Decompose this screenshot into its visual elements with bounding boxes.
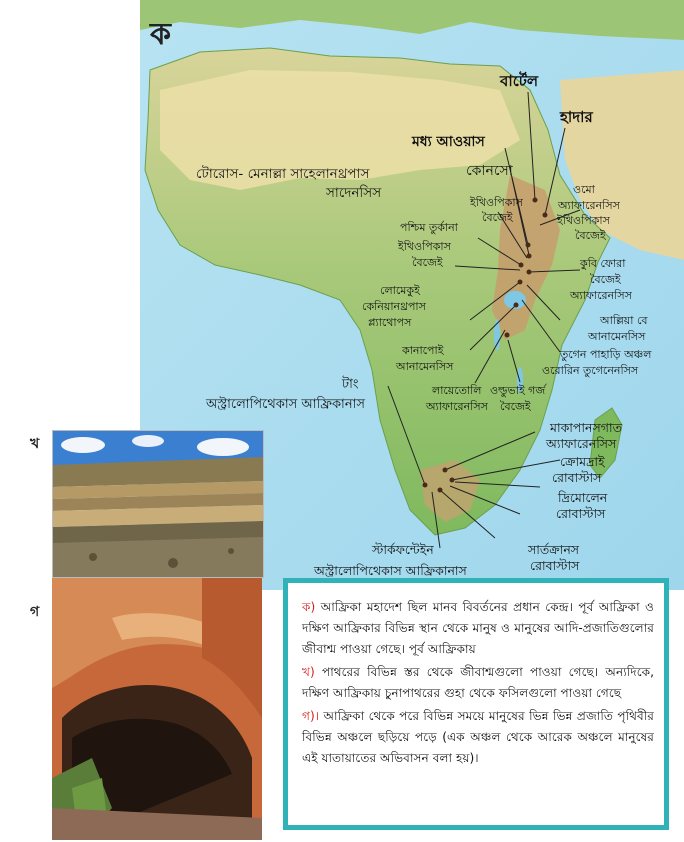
- label-drimolen-1: দ্রিমোলেন: [558, 490, 608, 505]
- site-dot: [423, 483, 428, 488]
- site-dot: [519, 263, 524, 268]
- site-dot: [438, 488, 443, 493]
- label-ethio1-1: ইথিওপিকাস: [470, 196, 523, 209]
- label-modhyo-awash: মধ্য আওয়াস: [412, 134, 485, 150]
- label-tugen-1: তুগেন পাহাড়ি অঞ্চল: [560, 348, 652, 361]
- site-dot: [518, 280, 523, 285]
- label-makapan-1: মাকাপানসগাত: [550, 420, 622, 435]
- description-box: [283, 578, 669, 830]
- site-dot: [505, 333, 510, 338]
- label-allia-2: আনামেনসিস: [588, 330, 646, 343]
- label-ethio2-1: ইথিওপিকাস: [398, 240, 451, 253]
- label-omo-4: বৈজেই: [575, 229, 606, 242]
- label-lomekwi-1: লোমেকুই: [380, 284, 420, 297]
- label-laetoli-2: অ্যাফারেনসিস: [426, 400, 488, 413]
- text-ga: আফ্রিকা থেকে পরে বিভিন্ন সময়ে মানুষের ভিন্ন ভিন্ন প্রজাতি পৃথিবীর বিভিন্ন অঞ্চলে ছড়িয়ে পড়ে (এক অঞ্চল থেকে আরেক অঞ্চলে মানুষের এই যাতায়াতের অভিবাসন বলা হয়)।: [302, 709, 654, 765]
- label-swartkrans-2: রোবাস্টাস: [530, 558, 580, 573]
- label-omo-3: ইথিওপিকাস: [557, 214, 610, 227]
- label-laetoli-1: লায়েতোলি: [432, 384, 482, 397]
- label-hadar: হাদার: [560, 108, 593, 126]
- panel-label-ka: ক: [150, 17, 171, 52]
- label-tugen-2: ওরোরিন তুগেনেনসিস: [542, 364, 639, 377]
- label-taung: টাং: [342, 377, 359, 392]
- site-dot: [527, 270, 532, 275]
- label-drimolen-2: রোবাস্টাস: [556, 506, 606, 521]
- paragraph-ga: [302, 706, 654, 769]
- label-sterkfontein: স্টার্কফন্টেইন: [372, 542, 434, 557]
- label-olduvai-2: বৈজেই: [500, 400, 531, 413]
- label-ethio2-2: বৈজেই: [412, 256, 443, 269]
- label-lomekwi-3: প্ল্যাথোপস: [368, 316, 412, 329]
- site-dot: [514, 303, 519, 308]
- label-kanapoi-2: আনামেনসিস: [396, 360, 454, 373]
- label-kromdrai-2: রোবাস্টাস: [552, 470, 602, 485]
- label-kanapoi-1: কানাপোই: [402, 344, 444, 357]
- site-dot: [450, 478, 455, 483]
- label-koobi-1: কুবি ফোরা: [580, 257, 626, 270]
- label-kromdrai-1: ক্রোমদ্রাই: [560, 454, 605, 469]
- label-koobi-3: অ্যাফারেনসিস: [570, 289, 632, 302]
- label-sadenesis: সাদেনসিস: [326, 185, 382, 201]
- marker-ga: গ)।: [302, 709, 320, 723]
- label-bartel: বার্টেল: [500, 72, 539, 90]
- text-ka: আফ্রিকা মহাদেশ ছিল মানব বিবর্তনের প্রধান কেন্দ্র। পূর্ব আফ্রিকা ও দক্ষিণ আফ্রিকার বিভিন্ন স্থান থেকে মানুষ ও মানুষের আদি-প্রজাতিগুলোর জীবাশ্ম পাওয়া গেছে। পূর্ব আফ্রিকায়: [302, 600, 654, 656]
- label-omo-1: ওমো: [573, 183, 595, 196]
- site-dot: [533, 198, 538, 203]
- label-omo-2: অ্যাফারেনসিস: [558, 199, 620, 212]
- label-allia-1: আল্লিয়া বে: [600, 314, 648, 327]
- site-dot: [443, 468, 448, 473]
- label-toros: টোরোস- মেনাল্লা সাহেলানথ্রপাস: [196, 166, 370, 182]
- label-africanus-2: অস্ট্রালোপিথেকাস আফ্রিকানাস: [314, 563, 467, 578]
- label-koobi-2: বৈজেই: [590, 273, 621, 286]
- panel-label-kha: খ: [30, 436, 40, 452]
- paragraph-ka: [302, 597, 654, 660]
- limestone-cave-photo: [52, 578, 262, 840]
- rock-strata-photo: [52, 430, 264, 578]
- site-dot: [543, 213, 548, 218]
- label-makapan-2: অ্যাফারেনসিস: [546, 436, 617, 451]
- panel-label-ga: গ: [30, 604, 40, 620]
- label-konso: কোনসো: [466, 163, 513, 179]
- paragraph-kha: [302, 662, 654, 704]
- label-swartkrans-1: সার্তক্রানস: [528, 542, 580, 557]
- text-kha: পাথরের বিভিন্ন স্তর থেকে জীবাশ্মগুলো পাওয়া গেছে। অন্যদিকে, দক্ষিণ আফ্রিকায় চুনাপাথরের গুহা থেকে ফসিলগুলো পাওয়া গেছে: [302, 665, 654, 700]
- site-dot: [526, 243, 531, 248]
- marker-ka: ক): [302, 600, 316, 614]
- label-olduvai-1: ওল্ডুভাই গর্জ: [490, 384, 546, 397]
- label-africanus-1: অস্ট্রালোপিথেকাস আফ্রিকানাস: [206, 397, 365, 412]
- marker-kha: খ): [302, 665, 315, 679]
- label-lomekwi-2: কেনিয়ানথ্রপাস: [362, 300, 426, 313]
- label-west-turkana: পশ্চিম তুর্কানা: [400, 221, 458, 234]
- site-dot: [527, 254, 532, 259]
- label-ethio1-2: বৈজেই: [482, 211, 513, 224]
